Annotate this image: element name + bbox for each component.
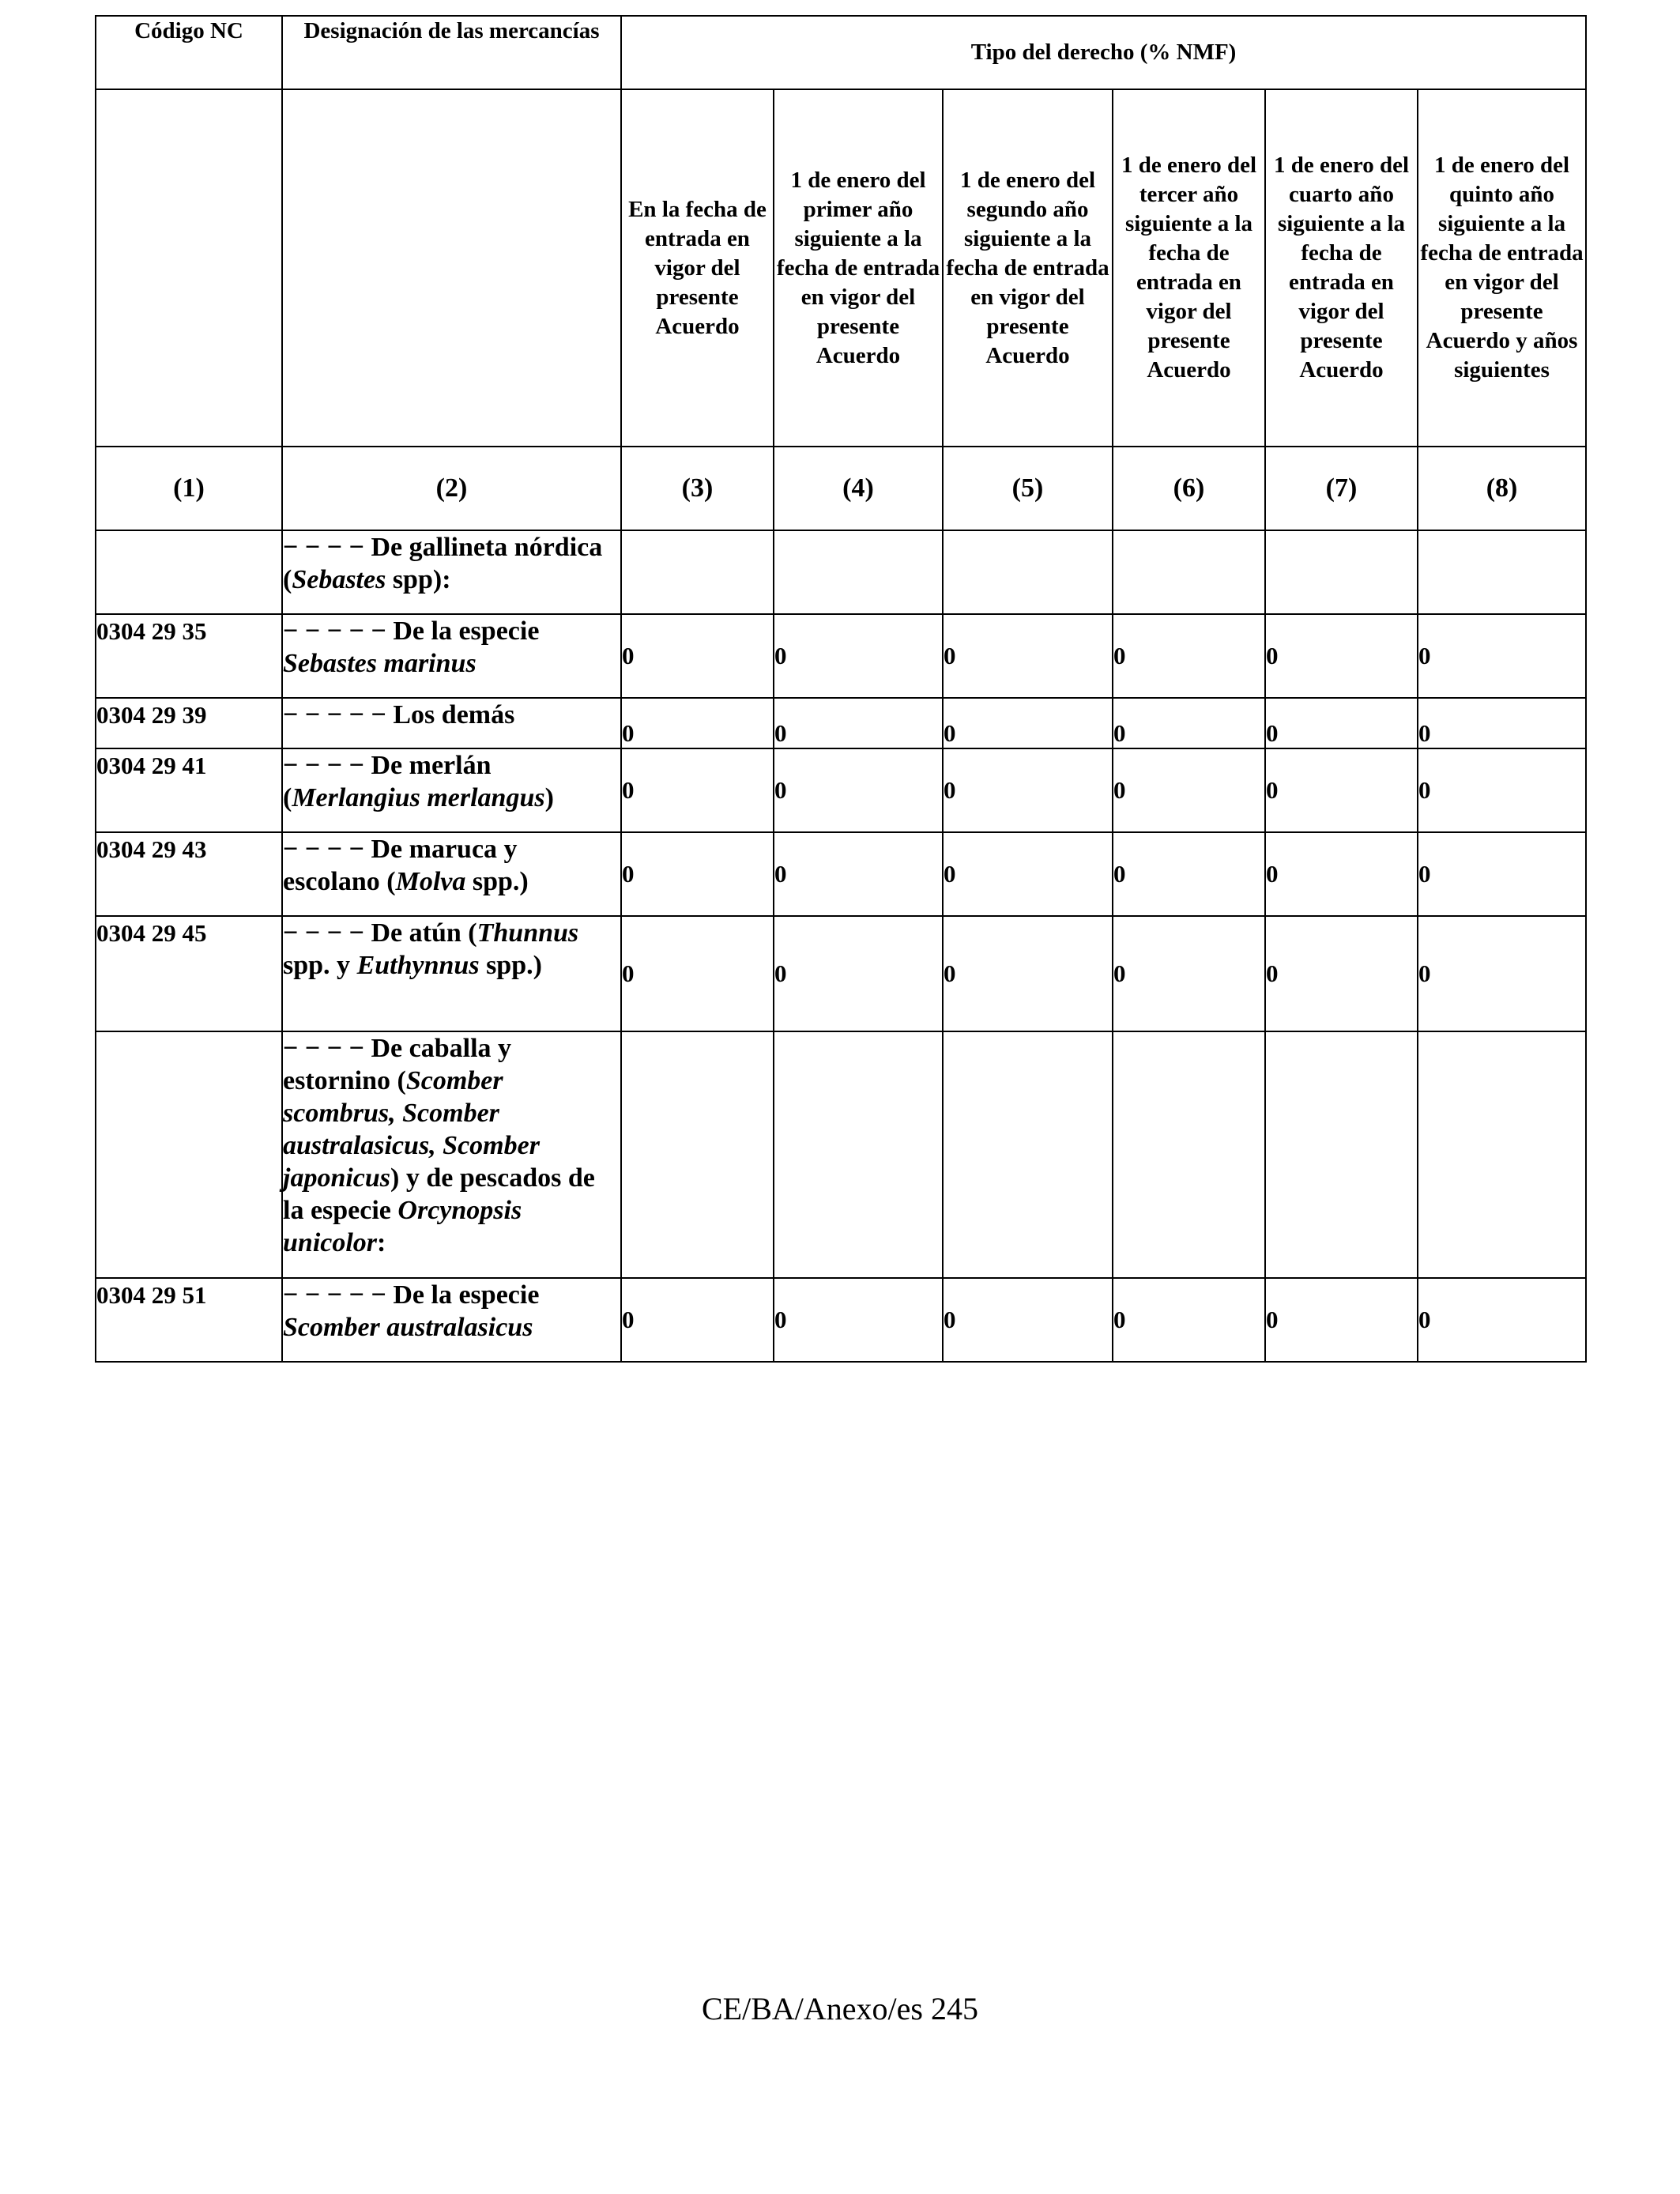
rate-cell: 0 [1113,748,1265,832]
rate-cell: 0 [621,832,774,916]
rate-cell: 0 [774,1278,943,1362]
rate-cell [774,1031,943,1278]
column-number-7: (7) [1265,447,1418,530]
designation-text: spp. y [283,951,357,980]
rate-cell [1418,530,1586,614]
rate-cell: 0 [1418,748,1586,832]
column-number-3: (3) [621,447,774,530]
designation-text: − − − − − Los demás [283,700,515,729]
designation-cell [282,698,621,748]
designation-text: spp.) [479,951,542,980]
rate-cell: 0 [621,916,774,1031]
header-row-sub [96,89,1586,447]
rate-cell: 0 [774,748,943,832]
designation-text: − − − − De merlán ( [283,751,492,812]
header-sub-col4: 1 de enero del primer año siguiente a la fecha de entrada en vigor del presente Acuerdo [774,89,943,447]
rate-cell: 0 [1265,698,1418,748]
nc-code-cell: 0304 29 35 [96,614,282,698]
rate-cell: 0 [621,614,774,698]
designation-text: : [377,1228,386,1257]
nc-code-cell [96,1031,282,1278]
rate-cell: 0 [1418,698,1586,748]
header-row-numbers [96,447,1586,530]
table-row [96,698,1586,748]
rate-cell: 0 [1418,916,1586,1031]
designation-text: Scomber australasicus [283,1313,533,1342]
rate-cell: 0 [943,748,1113,832]
rate-cell: 0 [774,614,943,698]
rate-cell [943,1031,1113,1278]
header-codigo-nc: Código NC [96,16,282,89]
table-row [96,916,1586,1031]
rate-cell: 0 [1418,832,1586,916]
designation-text: Merlangius merlangus [292,783,545,812]
rate-cell: 0 [1265,748,1418,832]
designation-cell [282,1278,621,1362]
tariff-table [95,15,1587,1363]
rate-cell: 0 [1265,916,1418,1031]
rate-cell [943,530,1113,614]
header-sub-col5: 1 de enero del segundo año siguiente a la fecha de entrada en vigor del presente Acuerdo [943,89,1113,447]
rate-cell: 0 [621,748,774,832]
nc-code-cell: 0304 29 43 [96,832,282,916]
rate-cell: 0 [1418,614,1586,698]
header-sub-empty-2 [282,89,621,447]
rate-cell [1418,1031,1586,1278]
nc-code-cell [96,530,282,614]
rate-cell: 0 [1418,1278,1586,1362]
nc-code-cell: 0304 29 51 [96,1278,282,1362]
page-footer: CE/BA/Anexo/es 245 [702,1991,978,2026]
rate-cell: 0 [943,832,1113,916]
designation-text: − − − − De atún ( [283,918,477,948]
rate-cell: 0 [621,698,774,748]
column-number-4: (4) [774,447,943,530]
rate-cell: 0 [943,698,1113,748]
table-row [96,614,1586,698]
rate-cell: 0 [1265,614,1418,698]
rate-cell [621,1031,774,1278]
rate-cell: 0 [1113,832,1265,916]
rate-cell [1265,530,1418,614]
table-row [96,1278,1586,1362]
designation-cell [282,916,621,1031]
designation-text: Molva [395,867,466,896]
designation-text: Scomber scombrus, Scomber australasicus, Scomber japonicus [283,1066,540,1193]
rate-cell: 0 [1265,832,1418,916]
designation-cell [282,748,621,832]
header-row-main [96,16,1586,89]
designation-text: − − − − De caballa y estornino ( [283,1034,512,1095]
table-row [96,748,1586,832]
designation-text: ) y de pescados de la especie [283,1163,595,1225]
rate-cell: 0 [1113,698,1265,748]
rate-cell [1113,530,1265,614]
rate-cell [1113,1031,1265,1278]
header-sub-col8: 1 de enero del quinto año siguiente a la fecha de entrada en vigor del presente Acuerdo y años siguientes [1418,89,1586,447]
designation-text: − − − − De maruca y escolano ( [283,835,518,896]
designation-text: Thunnus [477,918,579,948]
header-sub-empty-1 [96,89,282,447]
header-sub-col7: 1 de enero del cuarto año siguiente a la fecha de entrada en vigor del presente Acuerdo [1265,89,1418,447]
table-row [96,832,1586,916]
designation-text: − − − − − De la especie [283,616,540,646]
designation-cell [282,614,621,698]
rate-cell [1265,1031,1418,1278]
designation-text: spp.) [465,867,529,896]
rate-cell [774,530,943,614]
column-number-6: (6) [1113,447,1265,530]
rate-cell: 0 [943,1278,1113,1362]
designation-text: Sebastes marinus [283,649,477,678]
rate-cell: 0 [1265,1278,1418,1362]
nc-code-cell: 0304 29 41 [96,748,282,832]
table-row [96,1031,1586,1278]
rate-cell: 0 [943,614,1113,698]
rate-cell: 0 [1113,1278,1265,1362]
rate-cell: 0 [1113,614,1265,698]
header-designacion: Designación de las mercancías [282,16,621,89]
designation-text: Euthynnus [356,951,480,980]
rate-cell: 0 [943,916,1113,1031]
rate-cell: 0 [774,832,943,916]
rate-cell: 0 [774,916,943,1031]
designation-text: spp): [386,565,451,594]
column-number-8: (8) [1418,447,1586,530]
designation-text: Sebastes [292,565,386,594]
column-number-1: (1) [96,447,282,530]
header-tipo-derecho: Tipo del derecho (% NMF) [621,16,1586,89]
rate-cell: 0 [1113,916,1265,1031]
designation-text: ) [544,783,554,812]
rate-cell: 0 [621,1278,774,1362]
nc-code-cell: 0304 29 45 [96,916,282,1031]
rate-cell [621,530,774,614]
designation-cell [282,1031,621,1278]
nc-code-cell: 0304 29 39 [96,698,282,748]
column-number-2: (2) [282,447,621,530]
designation-text: − − − − − De la especie [283,1280,540,1310]
column-number-5: (5) [943,447,1113,530]
header-sub-col3: En la fecha de entrada en vigor del presente Acuerdo [621,89,774,447]
designation-cell [282,530,621,614]
designation-text: Orcynopsis unicolor [283,1196,522,1257]
table-body [96,530,1586,1362]
designation-text: − − − − De gallineta nórdica ( [283,533,603,594]
table-row [96,530,1586,614]
rate-cell: 0 [774,698,943,748]
designation-cell [282,832,621,916]
header-sub-col6: 1 de enero del tercer año siguiente a la fecha de entrada en vigor del presente Acuerdo [1113,89,1265,447]
